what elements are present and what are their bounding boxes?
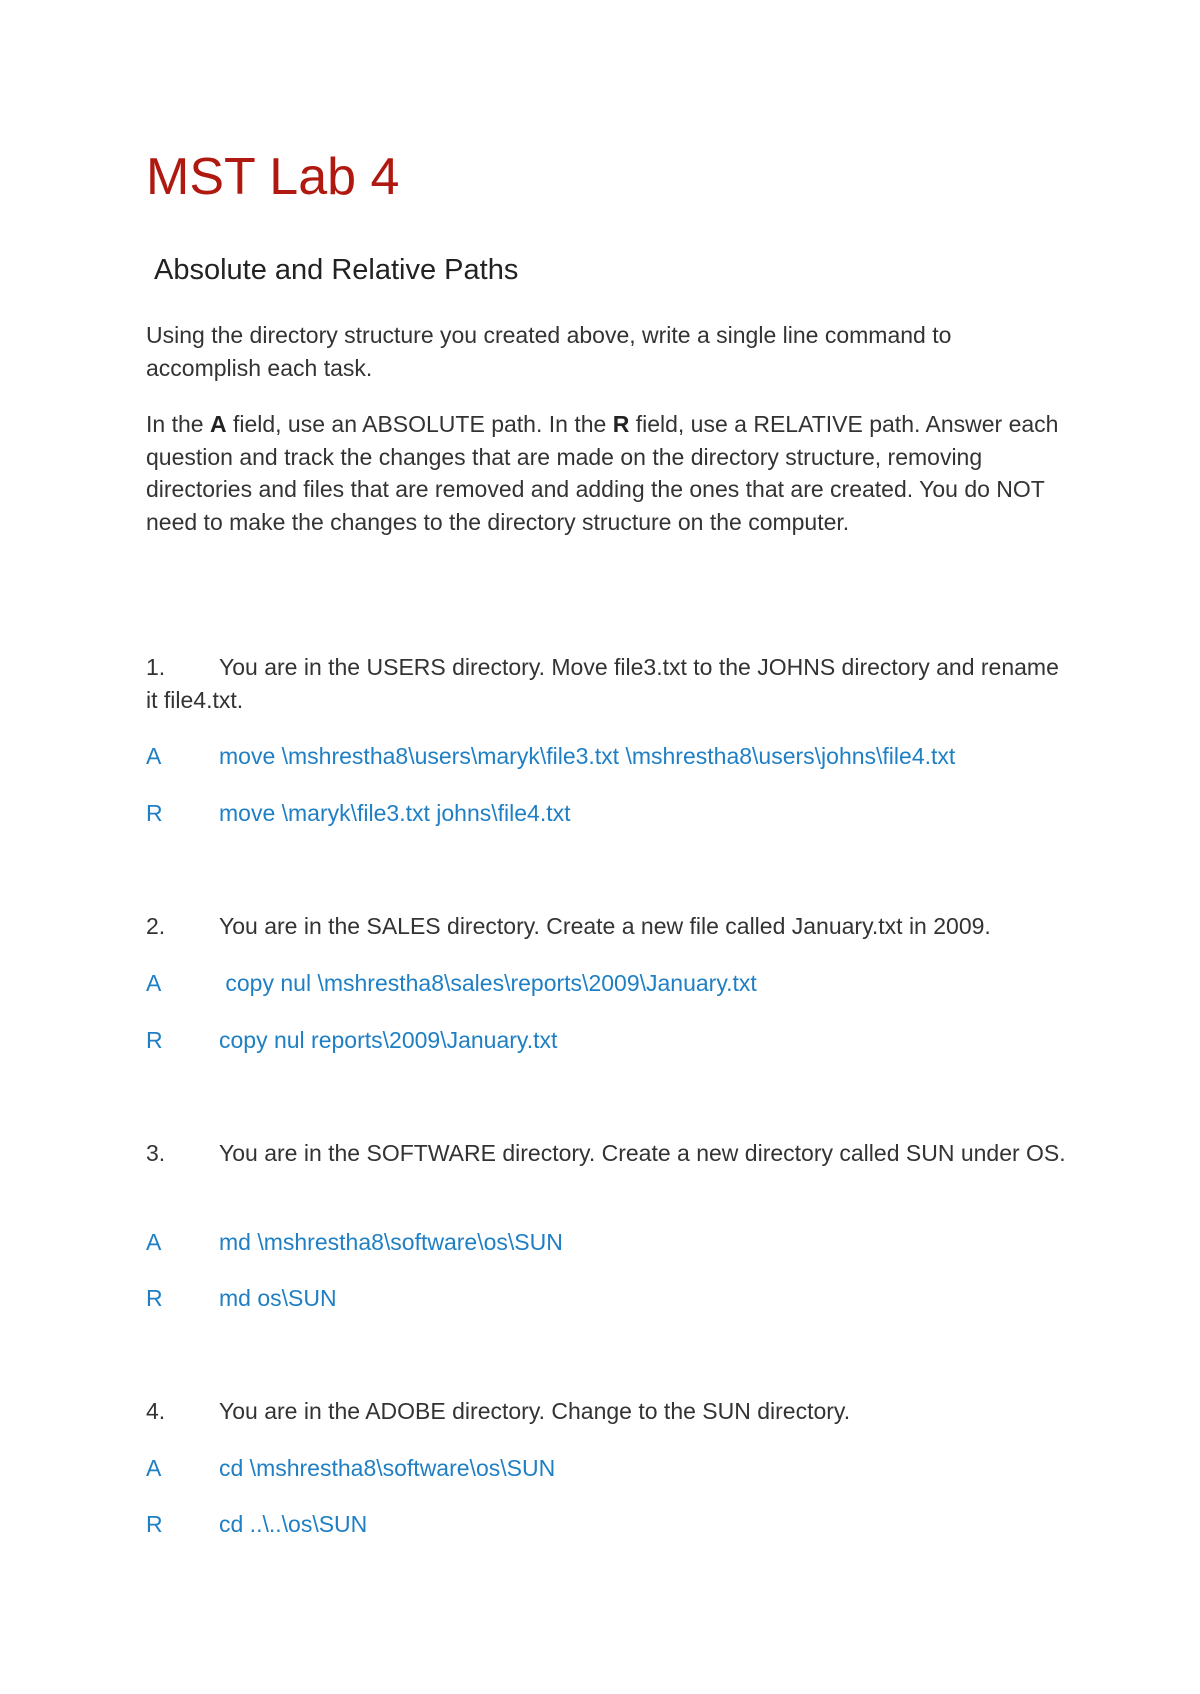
answer-command: copy nul reports\2009\January.txt [219,1027,558,1053]
answer-label-r: R [146,1027,163,1053]
question-text [146,651,1066,716]
question-prompt: You are in the USERS directory. Move file3.txt to the JOHNS directory and rename it file4.txt. [146,654,1059,713]
answer-label-a: A [146,970,162,996]
answer-command: move \maryk\file3.txt johns\file4.txt [219,800,571,826]
question-text [146,1395,1066,1428]
answer-label-r: R [146,800,163,826]
answer-command: copy nul \mshrestha8\sales\reports\2009\January.txt [219,970,757,996]
question-number: 4. [146,1398,166,1424]
answer-label-a: A [146,1229,162,1255]
answer-command: cd \mshrestha8\software\os\SUN [219,1455,556,1481]
question-number: 1. [146,654,166,680]
answer-command: move \mshrestha8\users\maryk\file3.txt \mshrestha8\users\johns\file4.txt [219,743,956,769]
absolute-answer [146,1226,1106,1258]
absolute-answer [146,1452,1106,1484]
answer-label-r: R [146,1285,163,1311]
relative-field-label: R [612,411,630,437]
relative-answer [146,1508,1106,1540]
answer-label-r: R [146,1511,163,1537]
answer-label-a: A [146,1455,162,1481]
question-number: 3. [146,1140,166,1166]
answer-command: md os\SUN [219,1285,337,1311]
intro-paragraph: Using the directory structure you created above, write a single line command to accomplish each task. [146,322,952,381]
absolute-answer [146,967,1106,999]
question-prompt: You are in the SOFTWARE directory. Create a new directory called SUN under OS. [219,1140,1066,1166]
instructions-text-2: field, use an ABSOLUTE path. In the [226,411,613,437]
document-title: MST Lab 4 [146,148,400,206]
question-number: 2. [146,913,166,939]
relative-answer [146,1282,1106,1314]
instructions-paragraph [146,408,1066,538]
question-text [146,1137,1066,1170]
relative-answer [146,1024,1106,1056]
question-prompt: You are in the SALES directory. Create a new file called January.txt in 2009. [219,913,991,939]
question-prompt: You are in the ADOBE directory. Change to the SUN directory. [219,1398,851,1424]
section-heading: Absolute and Relative Paths [154,254,519,286]
relative-answer [146,797,1106,829]
absolute-field-label: A [209,411,227,437]
question-text [146,910,1066,943]
instructions-text-3: field, use a RELATIVE path. Answer each question and track the changes that are made on the directory structure, removing directories and files that are removed and adding the ones that are created. You do NOT need to make the changes to the directory structure on the computer. [146,411,1059,535]
answer-label-a: A [146,743,162,769]
answer-command: cd ..\..\os\SUN [219,1511,368,1537]
answer-command: md \mshrestha8\software\os\SUN [219,1229,563,1255]
absolute-answer [146,740,1106,772]
instructions-text-1: In the [146,411,210,437]
